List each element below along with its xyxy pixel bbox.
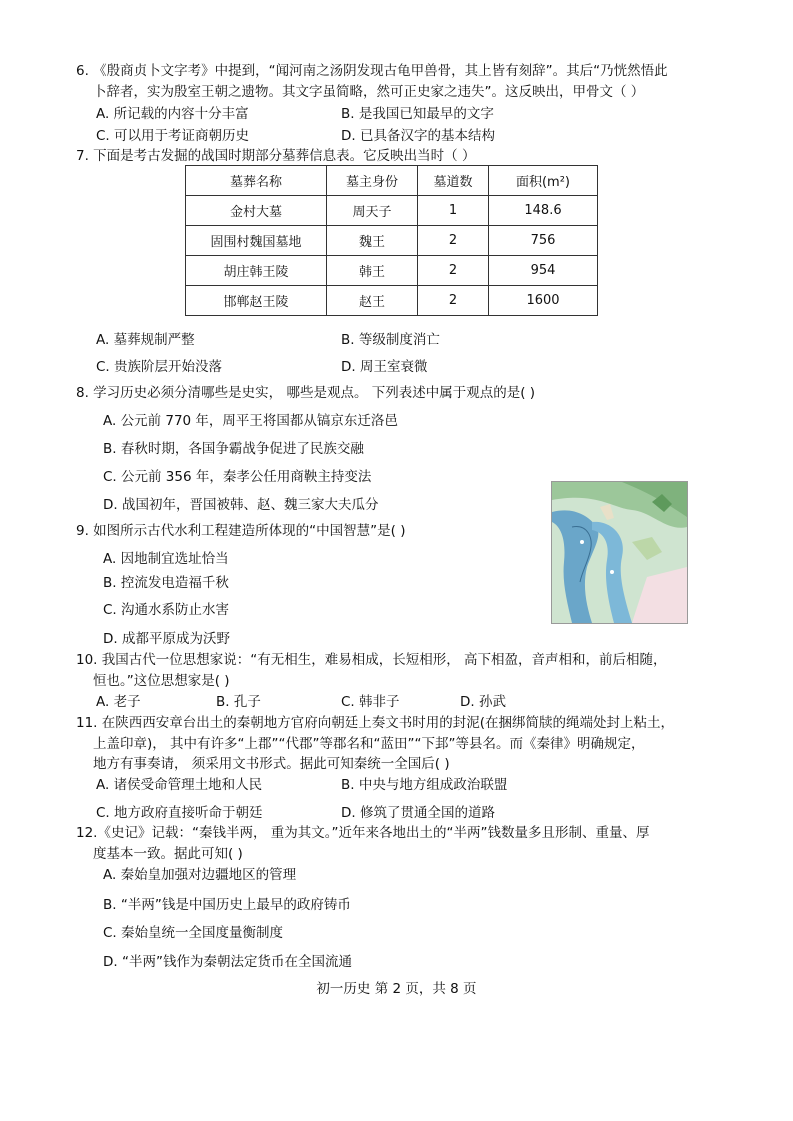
table-cell: 1600: [489, 286, 598, 316]
q11-option-c: C. 地方政府直接听命于朝廷: [96, 805, 263, 821]
q12-option-a: A. 秦始皇加强对边疆地区的管理: [103, 867, 297, 883]
q6-stem-line1: 6. 《殷商贞卜文字考》中提到，“闻河南之汤阴发现古龟甲兽骨，其上皆有刻辞”。其后“乃恍然悟此: [76, 63, 668, 79]
q10-option-d: D. 孙武: [460, 694, 506, 710]
q12-stem-line1: 12.《史记》记载：“秦钱半两， 重为其文。”近年来各地出土的“半两”钱数量多且形制、重量、厚: [76, 825, 650, 841]
table-row: [186, 196, 598, 226]
q11-stem-line2: 上盖印章)， 其中有许多“上郡”“代郡”等郡名和“蓝田”“下邽”等县名。而《秦律》明确规定，: [93, 736, 645, 752]
table-header-cell: 面积(m²): [489, 166, 598, 196]
q8-option-d: D. 战国初年，晋国被韩、赵、魏三家大夫瓜分: [103, 497, 379, 513]
q6-option-a: A. 所记载的内容十分丰富: [96, 106, 249, 122]
q8-option-a: A. 公元前 770 年，周平王将国都从镐京东迁洛邑: [103, 413, 398, 429]
table-cell: 756: [489, 226, 598, 256]
page-footer: 初一历史 第 2 页，共 8 页: [316, 981, 477, 997]
dujiangyan-map-image: [551, 481, 688, 624]
q9-option-b: B. 控流发电造福千秋: [103, 575, 229, 591]
q11-stem-line3: 地方有事奏请， 须采用文书形式。据此可知秦统一全国后( ): [93, 756, 450, 772]
table-cell: 固围村魏国墓地: [186, 226, 327, 256]
table-cell: 148.6: [489, 196, 598, 226]
q7-stem: 7. 下面是考古发掘的战国时期部分墓葬信息表。它反映出当时（ ）: [76, 148, 476, 164]
table-row: [186, 286, 598, 316]
q12-option-b: B. “半两”钱是中国历史上最早的政府铸币: [103, 897, 351, 913]
table-header-row: [186, 166, 598, 196]
q11-option-d: D. 修筑了贯通全国的道路: [341, 805, 495, 821]
table-cell: 2: [418, 226, 489, 256]
q10-stem-line2: 恒也。”这位思想家是( ): [93, 673, 230, 689]
q9-option-d: D. 成都平原成为沃野: [103, 631, 230, 647]
q10-option-c: C. 韩非子: [341, 694, 400, 710]
q10-option-b: B. 孔子: [216, 694, 261, 710]
q11-stem-line1: 11. 在陕西西安章台出土的秦朝地方官府向朝廷上奏文书时用的封泥(在捆绑简牍的绳端处封上粘土，: [76, 715, 675, 731]
table-cell: 赵王: [327, 286, 418, 316]
table-cell: 胡庄韩王陵: [186, 256, 327, 286]
table-cell: 2: [418, 286, 489, 316]
q6-option-b: B. 是我国已知最早的文字: [341, 106, 494, 122]
q7-option-d: D. 周王室衰微: [341, 359, 428, 375]
q7-option-c: C. 贵族阶层开始没落: [96, 359, 223, 375]
table-cell: 魏王: [327, 226, 418, 256]
table-row: [186, 226, 598, 256]
q8-stem: 8. 学习历史必须分清哪些是史实， 哪些是观点。 下列表述中属于观点的是( ): [76, 385, 536, 401]
table-cell: 韩王: [327, 256, 418, 286]
q7-option-b: B. 等级制度消亡: [341, 332, 440, 348]
table-header-cell: 墓葬名称: [186, 166, 327, 196]
table-cell: 邯郸赵王陵: [186, 286, 327, 316]
table-cell: 1: [418, 196, 489, 226]
q12-stem-line2: 度基本一致。据此可知( ): [93, 846, 243, 862]
q9-option-c: C. 沟通水系防止水害: [103, 602, 230, 618]
q12-option-d: D. “半两”钱作为秦朝法定货币在全国流通: [103, 954, 352, 970]
q9-stem: 9. 如图所示古代水利工程建造所体现的“中国智慧”是( ): [76, 523, 406, 539]
table-row: [186, 256, 598, 286]
table-header-cell: 墓道数: [418, 166, 489, 196]
q6-option-d: D. 已具备汉字的基本结构: [341, 128, 495, 144]
map-illustration: [552, 482, 687, 623]
q10-stem-line1: 10. 我国古代一位思想家说：“有无相生，难易相成，长短相形， 高下相盈，音声相和，前后相随，: [76, 652, 667, 668]
q9-option-a: A. 因地制宜选址恰当: [103, 551, 229, 567]
q11-option-b: B. 中央与地方组成政治联盟: [341, 777, 508, 793]
q6-stem-line2: 卜辞者，实为殷室王朝之遗物。其文字虽简略，然可正史家之违失”。这反映出，甲骨文（ ）: [93, 84, 645, 100]
table-cell: 954: [489, 256, 598, 286]
table-cell: 周天子: [327, 196, 418, 226]
table-cell: 2: [418, 256, 489, 286]
q8-option-b: B. 春秋时期，各国争霸战争促进了民族交融: [103, 441, 364, 457]
q11-option-a: A. 诸侯受命管理土地和人民: [96, 777, 263, 793]
table-cell: 金村大墓: [186, 196, 327, 226]
q7-option-a: A. 墓葬规制严整: [96, 332, 195, 348]
q8-option-c: C. 公元前 356 年，秦孝公任用商鞅主持变法: [103, 469, 372, 485]
q12-option-c: C. 秦始皇统一全国度量衡制度: [103, 925, 284, 941]
table-header-cell: 墓主身份: [327, 166, 418, 196]
tomb-info-table: [185, 165, 598, 316]
q6-option-c: C. 可以用于考证商朝历史: [96, 128, 250, 144]
q10-option-a: A. 老子: [96, 694, 141, 710]
